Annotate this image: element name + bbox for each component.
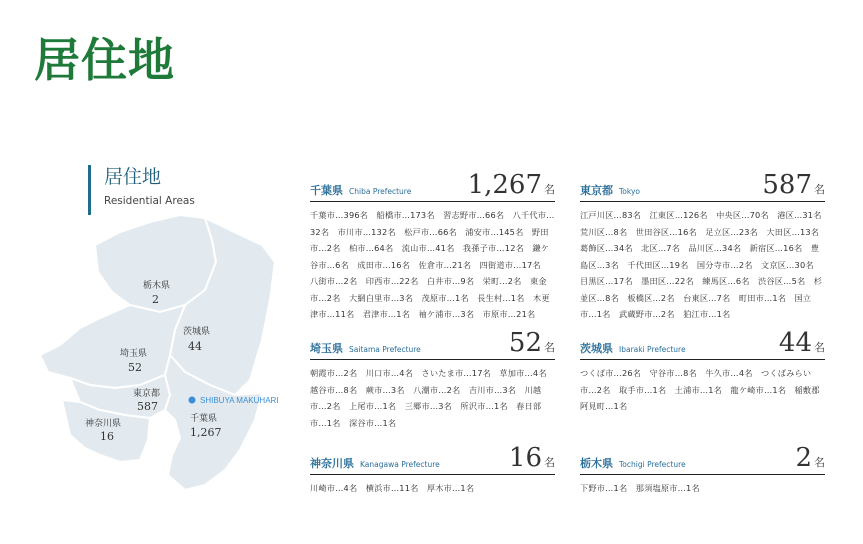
pref-tochigi-name: 栃木県 [580,457,613,470]
page-title: 居住地 [34,33,175,87]
pref-tokyo-list: 江戸川区…83名 江東区…126名 中央区…70名 港区…31名 荒川区…8名 世田谷区…16名 足立区…23名 大田区…13名 葛飾区…34名 北区…7名 品川区…34名 新宿区…16名 豊島区…3名 千代田区…19名 国分寺市…2名 文京区…30名 目黒区…17名 墨田区…22名 練馬区…6名 渋谷区…5名 杉並区…8名 板橋区…2名 台東区…7名 町田市…1名 国立市…1名 武蔵野市…2名 狛江市…1名 [580,210,830,319]
map-label-saitama: 埼玉県 [120,349,148,359]
pref-saitama-count: 52 [508,328,542,358]
pref-chiba [310,172,555,323]
pref-tochigi-en: Tochigi Prefecture [619,460,686,469]
pref-chiba-header [310,172,555,202]
pref-saitama-list: 朝霞市…2名 川口市…4名 さいたま市…17名 草加市…4名 越谷市…8名 蕨市…3名 八潮市…2名 吉川市…3名 川越市…2名 上尾市…1名 三郷市…3名 所沢市…1名 春日部市…1名 深谷市…1名 [310,368,556,428]
pref-ibaraki-count: 44 [778,328,812,358]
pref-kanagawa [310,445,555,497]
pref-tokyo-count: 587 [762,170,812,200]
pref-tochigi [580,445,825,497]
map-count-tokyo: 587 [137,400,158,413]
pref-tochigi-header [580,445,825,475]
map-label-tokyo: 東京都 [133,389,161,399]
pref-saitama-header [310,330,555,360]
map-count-ibaraki: 44 [188,340,202,353]
pref-tokyo [580,170,830,323]
pref-ibaraki [580,330,825,415]
pref-kanagawa-count: 16 [508,443,542,473]
pref-chiba-name: 千葉県 [310,184,343,197]
pref-ibaraki-list: つくば市…26名 守谷市…8名 牛久市…4名 つくばみらい市…2名 取手市…1名 土浦市…1名 龍ケ崎市…1名 稲敷郡阿見町…1名 [580,368,820,411]
map-heading [88,165,195,215]
pref-kanagawa-header [310,445,555,475]
map-label-kanagawa: 神奈川県 [85,419,122,429]
map-subtitle: Residential Areas [104,195,195,207]
pref-kanagawa-en: Kanagawa Prefecture [360,460,440,469]
map-count-kanagawa: 16 [100,430,114,443]
marker-label: SHIBUYA MAKUHARI [200,396,279,405]
pref-kanagawa-name: 神奈川県 [310,457,354,470]
map-count-chiba: 1,267 [190,426,222,439]
pref-tochigi-unit: 名 [814,456,825,469]
pref-chiba-count: 1,267 [467,170,542,200]
pref-ibaraki-name: 茨城県 [580,342,613,355]
pref-saitama-en: Saitama Prefecture [349,345,421,354]
pref-kanagawa-unit: 名 [544,456,555,469]
pref-saitama-unit: 名 [544,341,555,354]
pref-saitama [310,330,555,431]
pref-tokyo-en: Tokyo [619,187,640,196]
pref-saitama-name: 埼玉県 [310,342,343,355]
map-count-saitama: 52 [128,361,142,374]
pref-tochigi-count: 2 [795,443,812,473]
map-label-tochigi: 栃木県 [143,281,171,291]
shibuya-makuhari-marker [189,397,196,404]
pref-ibaraki-unit: 名 [814,341,825,354]
pref-chiba-en: Chiba Prefecture [349,187,412,196]
pref-tokyo-name: 東京都 [580,184,613,197]
pref-tokyo-header [580,172,825,202]
map-label-chiba: 千葉県 [190,414,218,424]
map-label-ibaraki: 茨城県 [183,327,211,337]
pref-ibaraki-header [580,330,825,360]
pref-kanagawa-list: 川崎市…4名 横浜市…11名 厚木市…1名 [310,483,475,493]
pref-chiba-list: 千葉市…396名 船橋市…173名 習志野市…66名 八千代市…32名 市川市…132名 松戸市…66名 浦安市…145名 野田市…2名 柏市…64名 流山市…41名 我孫子市…12名 鎌ケ谷市…6名 成田市…16名 佐倉市…21名 四街道市…17名 八街市…2名 印西市…22名 白井市…9名 栄町…2名 東金市…2名 大網白里市…3名 茂原市…1名 長生村…1名 木更津市…11名 君津市…1名 袖ケ浦市…3名 市原市…21名 [310,210,555,319]
pref-ibaraki-en: Ibaraki Prefecture [619,345,686,354]
pref-tokyo-unit: 名 [814,183,825,196]
map-title: 居住地 [104,166,162,188]
pref-tochigi-list: 下野市…1名 那須塩原市…1名 [580,483,700,493]
pref-chiba-unit: 名 [544,183,555,196]
map-count-tochigi: 2 [152,293,159,306]
